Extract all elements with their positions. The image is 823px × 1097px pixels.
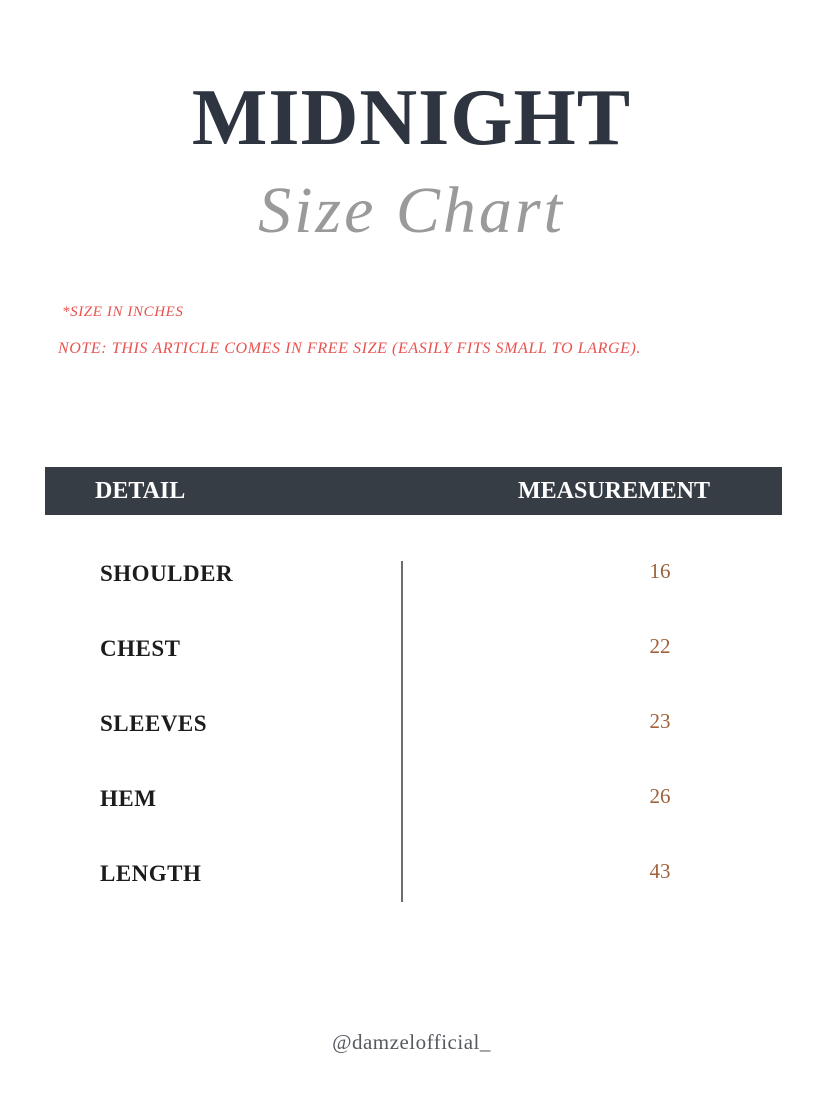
table-row [0,786,823,826]
row-label: CHEST [100,636,181,661]
table-header [45,467,782,515]
row-label: HEM [100,786,157,811]
row-value: 23 [649,709,671,733]
page-subtitle: Size Chart [258,174,565,247]
row-value: 26 [649,784,671,808]
page-title: MIDNIGHT [191,74,632,162]
social-handle: @damzelofficial_ [332,1030,491,1054]
table-row [0,861,823,901]
fit-note: NOTE: THIS ARTICLE COMES IN FREE SIZE (EASILY FITS SMALL TO LARGE). [58,340,642,357]
header-measurement: MEASUREMENT [518,478,711,504]
table-row [0,636,823,676]
table-row [0,711,823,751]
row-value: 16 [649,559,671,583]
table-row [0,561,823,601]
row-value: 43 [649,859,671,883]
unit-note: *SIZE IN INCHES [62,304,184,320]
row-label: LENGTH [100,861,202,886]
row-label: SHOULDER [100,561,234,586]
header-detail: DETAIL [95,478,186,504]
row-value: 22 [649,634,671,658]
row-label: SLEEVES [100,711,208,736]
